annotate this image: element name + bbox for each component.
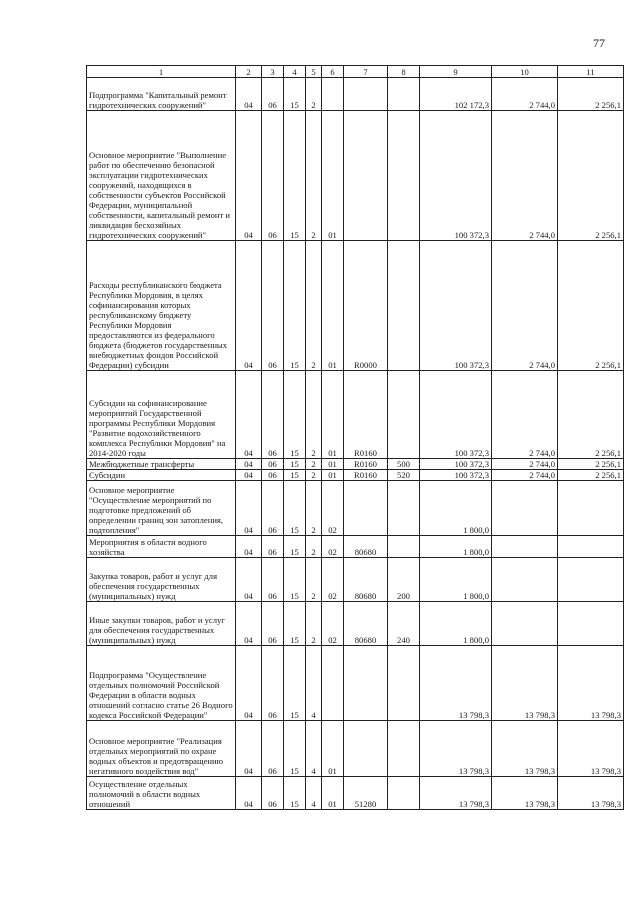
row-name: Основное мероприятие "Осуществление мероприятий по подготовке предложений об определении границ зон затопления, подтопления" xyxy=(87,481,236,536)
table-row xyxy=(87,558,624,602)
row-amount-year3: 13 798,3 xyxy=(558,721,624,777)
column-header: 6 xyxy=(322,66,344,78)
row-amount-year3 xyxy=(558,602,624,646)
row-code-direction xyxy=(344,78,388,111)
row-code-program: 15 xyxy=(284,721,306,777)
row-name: Мероприятия в области водного хозяйства xyxy=(87,536,236,558)
row-code-expense-type xyxy=(388,371,420,459)
row-name: Расходы республиканского бюджета Республики Мордовия, в целях софинансирования которых республиканскому бюджету Республики Мордовия предоставляются из федерального бюджета (бюджетов государственных внебюджетных фондов Российской Федерации) субсидии xyxy=(87,241,236,371)
row-code-section: 04 xyxy=(236,721,262,777)
row-name: Субсидии xyxy=(87,470,236,481)
row-code-section: 04 xyxy=(236,371,262,459)
row-amount-year1: 102 172,3 xyxy=(420,78,492,111)
row-amount-year1: 100 372,3 xyxy=(420,371,492,459)
row-name: Основное мероприятие "Реализация отдельных мероприятий по охране водных объектов и предотвращению негативного воздействия вод" xyxy=(87,721,236,777)
table-body xyxy=(87,78,624,810)
row-code-direction xyxy=(344,721,388,777)
table-row xyxy=(87,111,624,241)
row-code-program: 15 xyxy=(284,111,306,241)
budget-table xyxy=(86,65,624,810)
row-code-section: 04 xyxy=(236,470,262,481)
row-name: Закупка товаров, работ и услуг для обеспечения государственных (муниципальных) нужд xyxy=(87,558,236,602)
header-row xyxy=(87,66,624,78)
row-code-direction xyxy=(344,646,388,721)
row-code-subsection: 06 xyxy=(262,470,284,481)
row-code-expense-type xyxy=(388,536,420,558)
row-amount-year2: 2 744,0 xyxy=(492,470,558,481)
row-code-event: 01 xyxy=(322,777,344,810)
row-code-program: 15 xyxy=(284,481,306,536)
row-code-section: 04 xyxy=(236,646,262,721)
row-code-event: 01 xyxy=(322,721,344,777)
row-code-program: 15 xyxy=(284,470,306,481)
column-header: 3 xyxy=(262,66,284,78)
row-code-expense-type xyxy=(388,481,420,536)
column-header: 9 xyxy=(420,66,492,78)
row-code-section: 04 xyxy=(236,241,262,371)
row-amount-year3: 2 256,1 xyxy=(558,241,624,371)
row-name: Основное мероприятие "Выполнение работ по обеспечению безопасной эксплуатации гидротехнических сооружений, находящихся в собственности субъектов Российской Федерации, муниципальной собственности, капитальный ремонт и ликвидация бесхозяйных гидротехнических сооружений" xyxy=(87,111,236,241)
row-code-subprogram: 4 xyxy=(306,721,322,777)
row-code-subprogram: 2 xyxy=(306,602,322,646)
table-row xyxy=(87,470,624,481)
row-code-subsection: 06 xyxy=(262,602,284,646)
row-code-section: 04 xyxy=(236,536,262,558)
row-code-section: 04 xyxy=(236,111,262,241)
row-code-program: 15 xyxy=(284,241,306,371)
row-code-expense-type xyxy=(388,721,420,777)
row-code-section: 04 xyxy=(236,558,262,602)
row-code-subsection: 06 xyxy=(262,777,284,810)
row-code-subprogram: 2 xyxy=(306,558,322,602)
row-amount-year1: 13 798,3 xyxy=(420,721,492,777)
column-header: 4 xyxy=(284,66,306,78)
row-amount-year1: 1 800,0 xyxy=(420,558,492,602)
row-code-expense-type: 500 xyxy=(388,459,420,470)
row-code-event: 01 xyxy=(322,459,344,470)
table-row xyxy=(87,602,624,646)
row-code-subprogram: 2 xyxy=(306,481,322,536)
row-code-direction: 80680 xyxy=(344,558,388,602)
row-code-program: 15 xyxy=(284,646,306,721)
row-code-expense-type xyxy=(388,777,420,810)
row-amount-year3: 2 256,1 xyxy=(558,470,624,481)
row-code-program: 15 xyxy=(284,536,306,558)
row-amount-year2: 13 798,3 xyxy=(492,721,558,777)
row-code-event: 02 xyxy=(322,602,344,646)
row-name: Осуществление отдельных полномочий в области водных отношений xyxy=(87,777,236,810)
row-code-expense-type: 520 xyxy=(388,470,420,481)
row-code-direction xyxy=(344,481,388,536)
row-amount-year2: 2 744,0 xyxy=(492,459,558,470)
row-amount-year1: 1 800,0 xyxy=(420,481,492,536)
row-code-subsection: 06 xyxy=(262,558,284,602)
row-code-subprogram: 2 xyxy=(306,470,322,481)
row-amount-year3 xyxy=(558,558,624,602)
row-code-section: 04 xyxy=(236,481,262,536)
column-header: 5 xyxy=(306,66,322,78)
row-amount-year3: 13 798,3 xyxy=(558,646,624,721)
row-code-subprogram: 2 xyxy=(306,111,322,241)
row-code-subsection: 06 xyxy=(262,481,284,536)
row-code-subprogram: 2 xyxy=(306,371,322,459)
row-code-direction: R0160 xyxy=(344,459,388,470)
row-code-subsection: 06 xyxy=(262,241,284,371)
row-amount-year1: 1 800,0 xyxy=(420,536,492,558)
row-code-subsection: 06 xyxy=(262,78,284,111)
row-amount-year2 xyxy=(492,602,558,646)
column-header: 1 xyxy=(87,66,236,78)
row-amount-year3: 2 256,1 xyxy=(558,459,624,470)
row-code-direction xyxy=(344,111,388,241)
row-amount-year1: 1 800,0 xyxy=(420,602,492,646)
row-code-program: 15 xyxy=(284,558,306,602)
row-code-section: 04 xyxy=(236,78,262,111)
row-name: Субсидии на софинансирование мероприятий Государственной программы Республики Мордовия "Развитие водохозяйственного комплекса Республики Мордовия" на 2014-2020 годы xyxy=(87,371,236,459)
row-code-event: 01 xyxy=(322,111,344,241)
row-code-direction: R0160 xyxy=(344,470,388,481)
column-header: 8 xyxy=(388,66,420,78)
row-code-expense-type xyxy=(388,111,420,241)
row-code-subsection: 06 xyxy=(262,459,284,470)
row-code-expense-type xyxy=(388,78,420,111)
row-code-event: 02 xyxy=(322,481,344,536)
row-code-program: 15 xyxy=(284,777,306,810)
row-code-direction: R0160 xyxy=(344,371,388,459)
row-code-program: 15 xyxy=(284,371,306,459)
row-amount-year1: 100 372,3 xyxy=(420,459,492,470)
row-code-event xyxy=(322,78,344,111)
row-amount-year3 xyxy=(558,536,624,558)
row-code-subprogram: 2 xyxy=(306,459,322,470)
row-amount-year1: 100 372,3 xyxy=(420,241,492,371)
column-header: 7 xyxy=(344,66,388,78)
row-name: Подпрограмма "Капитальный ремонт гидротехнических сооружений" xyxy=(87,78,236,111)
row-name: Подпрограмма "Осуществление отдельных полномочий Российской Федерации в области водных отношений согласно статье 26 Водного кодекса Российской Федерации" xyxy=(87,646,236,721)
row-amount-year3: 13 798,3 xyxy=(558,777,624,810)
row-amount-year2: 13 798,3 xyxy=(492,646,558,721)
row-code-program: 15 xyxy=(284,78,306,111)
table-row xyxy=(87,459,624,470)
row-code-event: 02 xyxy=(322,536,344,558)
row-code-subprogram: 4 xyxy=(306,777,322,810)
row-code-section: 04 xyxy=(236,602,262,646)
row-code-direction: 51280 xyxy=(344,777,388,810)
row-amount-year3: 2 256,1 xyxy=(558,78,624,111)
row-amount-year3: 2 256,1 xyxy=(558,371,624,459)
row-amount-year2: 2 744,0 xyxy=(492,111,558,241)
table-row xyxy=(87,646,624,721)
row-code-program: 15 xyxy=(284,459,306,470)
row-code-subprogram: 2 xyxy=(306,78,322,111)
row-code-subprogram: 2 xyxy=(306,536,322,558)
row-name: Межбюджетные трансферты xyxy=(87,459,236,470)
row-amount-year2 xyxy=(492,536,558,558)
row-amount-year2: 2 744,0 xyxy=(492,241,558,371)
table-row xyxy=(87,241,624,371)
column-header: 2 xyxy=(236,66,262,78)
row-code-subsection: 06 xyxy=(262,371,284,459)
table-row xyxy=(87,721,624,777)
row-code-direction: 80680 xyxy=(344,602,388,646)
row-name: Иные закупки товаров, работ и услуг для обеспечения государственных (муниципальных) нужд xyxy=(87,602,236,646)
row-amount-year2 xyxy=(492,481,558,536)
row-code-direction: 80680 xyxy=(344,536,388,558)
row-code-expense-type: 240 xyxy=(388,602,420,646)
column-header: 11 xyxy=(558,66,624,78)
row-code-section: 04 xyxy=(236,459,262,470)
row-amount-year3: 2 256,1 xyxy=(558,111,624,241)
row-amount-year2: 2 744,0 xyxy=(492,371,558,459)
row-amount-year2: 2 744,0 xyxy=(492,78,558,111)
row-amount-year1: 13 798,3 xyxy=(420,646,492,721)
row-code-event: 01 xyxy=(322,470,344,481)
row-amount-year1: 13 798,3 xyxy=(420,777,492,810)
table-row xyxy=(87,481,624,536)
row-code-subprogram: 4 xyxy=(306,646,322,721)
row-code-event: 01 xyxy=(322,241,344,371)
row-code-event xyxy=(322,646,344,721)
row-code-event: 01 xyxy=(322,371,344,459)
row-amount-year1: 100 372,3 xyxy=(420,111,492,241)
column-header: 10 xyxy=(492,66,558,78)
row-code-expense-type xyxy=(388,646,420,721)
row-amount-year2 xyxy=(492,558,558,602)
row-code-subsection: 06 xyxy=(262,536,284,558)
row-code-expense-type: 200 xyxy=(388,558,420,602)
table-row xyxy=(87,536,624,558)
row-code-subsection: 06 xyxy=(262,111,284,241)
table-row xyxy=(87,371,624,459)
row-amount-year1: 100 372,3 xyxy=(420,470,492,481)
row-code-event: 02 xyxy=(322,558,344,602)
row-amount-year3 xyxy=(558,481,624,536)
row-code-subsection: 06 xyxy=(262,646,284,721)
page-number: 77 xyxy=(593,36,605,50)
row-code-direction: R0000 xyxy=(344,241,388,371)
row-code-expense-type xyxy=(388,241,420,371)
row-code-subsection: 06 xyxy=(262,721,284,777)
table-row xyxy=(87,777,624,810)
table-row xyxy=(87,78,624,111)
row-code-subprogram: 2 xyxy=(306,241,322,371)
row-code-section: 04 xyxy=(236,777,262,810)
row-code-program: 15 xyxy=(284,602,306,646)
row-amount-year2: 13 798,3 xyxy=(492,777,558,810)
